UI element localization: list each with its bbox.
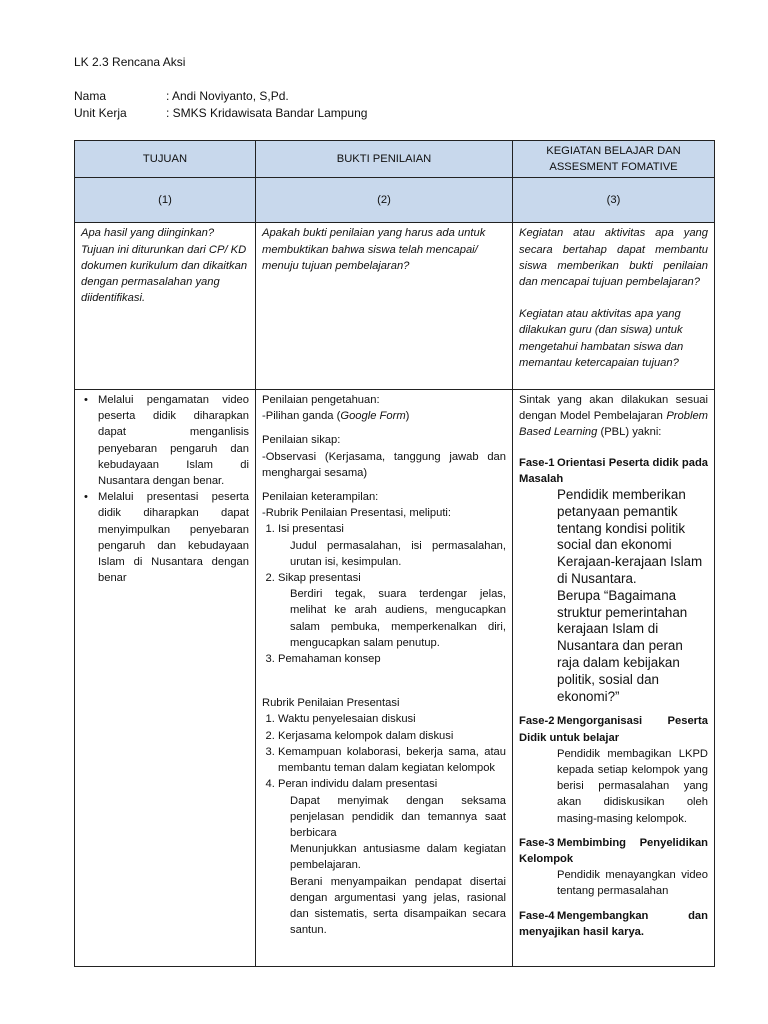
unit-kerja-label: Unit Kerja	[74, 106, 127, 120]
header-tujuan: TUJUAN	[75, 141, 256, 178]
tujuan-cell	[75, 390, 256, 967]
list-item: 2. Sikap presentasi Berdiri tegak, suara terdengar jelas, melihat ke arah audiens, mengucapkan salam pembuka, memperkenalkan diri, mengucapkan salam penutup.	[278, 570, 506, 651]
fase-3-body: Pendidik menayangkan video tentang permasalahan	[557, 869, 708, 898]
number-col-2: (2)	[256, 178, 513, 223]
rubrik-presentasi-list	[262, 711, 506, 938]
guide-kegiatan: Kegiatan atau aktivitas apa yang secara bertahap dapat membantu siswa memberikan bukti penilaian dan mencapai tujuan pembelajaran? Kegiatan atau aktivitas apa yang dilakukan guru (dan siswa) untuk mengetahui hambatan siswa dan memantau ketercapaian tujuan?	[513, 223, 715, 390]
header-row	[75, 141, 715, 178]
list-item: 3. Kemampuan kolaborasi, bekerja sama, atau membantu teman dalam kegiatan kelompok	[278, 744, 506, 776]
nama-row	[74, 88, 367, 105]
guide-row	[75, 223, 715, 390]
document-header	[74, 54, 367, 122]
nama-label: Nama	[74, 89, 107, 103]
unit-kerja-row	[74, 105, 367, 122]
kegiatan-intro: Sintak yang akan dilakukan sesuai dengan Model Pembelajaran Problem Based Learning (PBL) yakni:	[519, 394, 708, 439]
number-col-3: (3)	[513, 178, 715, 223]
penilaian-keterampilan: Penilaian keterampilan: -Rubrik Penilaian Presentasi, meliputi: 1. Isi presentasi Judul permasalahan, isi permasalahan, urutan isi, kesimpulan. 2. Sikap presentasi Berdiri tegak, suara terdengar jelas, melihat ke arah audiens, mengucapkan salam pembuka, memperkenalkan diri, mengucapkan salam penutup. 3. Pemahaman konsep	[262, 489, 506, 667]
list-item: 1. Waktu penyelesaian diskusi	[278, 711, 506, 727]
number-col-1: (1)	[75, 178, 256, 223]
header-bukti-penilaian: BUKTI PENILAIAN	[256, 141, 513, 178]
rubrik-penilaian-presentasi: Rubrik Penilaian Presentasi 1. Waktu penyelesaian diskusi 2. Kerjasama kelompok dalam diskusi 3. Kemampuan kolaborasi, bekerja sama, atau membantu teman dalam kegiatan kelompok 4. Peran individu dalam presentasi Dapat menyimak dengan seksama penjelasan pendidik dan temannya saat berbicara Menunjukkan antusiasme dalam kegiatan pembelajaran. Berani menyampaikan pendapat disertai dengan argumentasi yang jelas, rasional dan sistematis, serta disampaikan secara santun.	[262, 695, 506, 938]
fase-2-body: Pendidik membagikan LKPD kepada setiap kelompok yang berisi permasalahan yang akan didiskusikan oleh masing-masing kelompok.	[557, 747, 708, 825]
fase-3-title: Fase-3 Membimbing Penyelidikan Kelompok	[519, 836, 708, 866]
list-item: • Melalui pengamatan video peserta didik diharapkan dapat menganlisis penyebaran pengaruh dan kebudayaan Islam di Nusantara dengan benar.	[92, 392, 249, 489]
penilaian-sikap: Penilaian sikap: -Observasi (Kerjasama, tanggung jawab dan menghargai sesama)	[262, 434, 506, 479]
rubrik-list	[262, 521, 506, 667]
fase-1-body: Pendidik memberikan petanyaan pemantik tentang kondisi politik social dan ekonomi Kerajaan-kerajaan Islam di Nusantara. Berupa “Bagaimana struktur pemerintahan kerajaan Islam di Nusantara dan peran raja dalam kebijakan politik, sosial dan ekonomi?”	[557, 487, 703, 704]
content-row	[75, 390, 715, 967]
header-kegiatan-belajar: KEGIATAN BELAJAR DAN ASSESMENT FOMATIVE	[513, 141, 715, 178]
fase-4-title: Fase-4 Mengembangkan dan menyajikan hasil karya.	[519, 909, 708, 938]
list-item: 4. Peran individu dalam presentasi Dapat menyimak dengan seksama penjelasan pendidik dan temannya saat berbicara Menunjukkan antusiasme dalam kegiatan pembelajaran. Berani menyampaikan pendapat disertai dengan argumentasi yang jelas, rasional dan sistematis, serta disampaikan secara santun.	[278, 776, 506, 938]
rencana-aksi-table	[74, 140, 715, 967]
kegiatan-cell	[513, 390, 715, 967]
document-title: LK 2.3 Rencana Aksi	[74, 55, 186, 69]
unit-kerja-value: : SMKS Kridawisata Bandar Lampung	[166, 106, 368, 120]
list-item: 2. Kerjasama kelompok dalam diskusi	[278, 728, 506, 744]
list-item: 3. Pemahaman konsep	[278, 651, 506, 667]
fase-2-title: Fase-2 Mengorganisasi Peserta Didik untuk belajar	[519, 715, 708, 744]
bukti-cell	[256, 390, 513, 967]
penilaian-pengetahuan: Penilaian pengetahuan: -Pilihan ganda (Google Form)	[262, 394, 410, 423]
fase-1-title: Fase-1 Orientasi Peserta didik pada Masalah	[519, 456, 708, 485]
list-item: 1. Isi presentasi Judul permasalahan, isi permasalahan, urutan isi, kesimpulan.	[278, 521, 506, 570]
tujuan-list	[81, 392, 249, 586]
guide-bukti: Apakah bukti penilaian yang harus ada untuk membuktikan bahwa siswa telah mencapai/ menuju tujuan pembelajaran?	[256, 223, 513, 390]
list-item: • Melalui presentasi peserta didik diharapkan dapat menyimpulkan penyebaran pengaruh dan kebudayaan Islam di Nusantara dengan benar	[92, 489, 249, 586]
number-row	[75, 178, 715, 223]
guide-tujuan: Apa hasil yang diinginkan? Tujuan ini diturunkan dari CP/ KD dokumen kurikulum dan dikaitkan dengan permasalahan yang diidentifikasi.	[75, 223, 256, 390]
nama-value: : Andi Noviyanto, S,Pd.	[166, 89, 289, 103]
